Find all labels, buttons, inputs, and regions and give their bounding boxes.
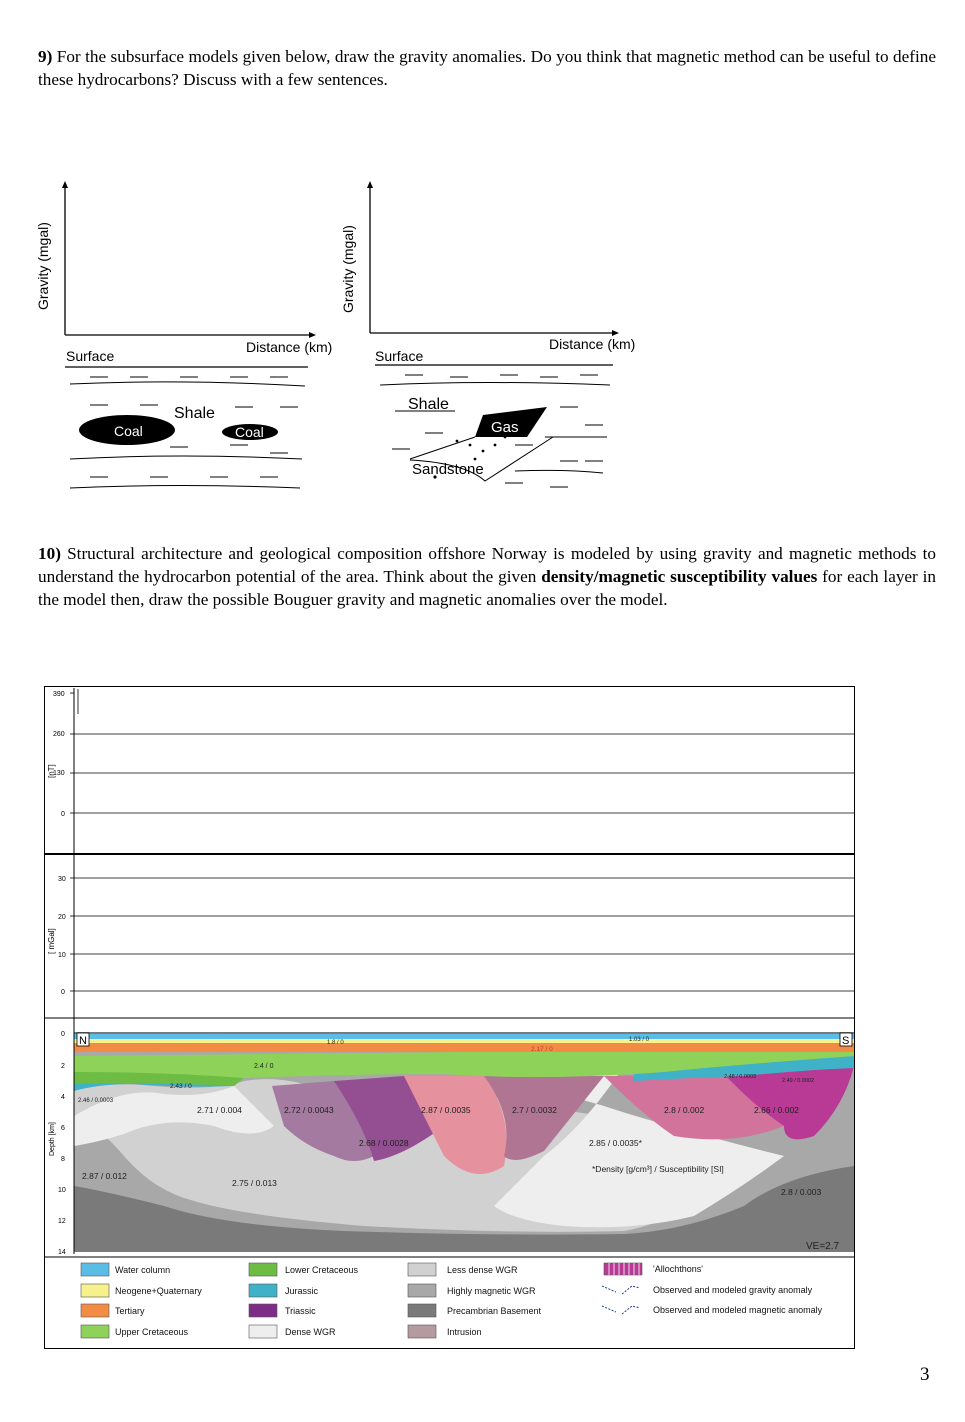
mag-tick-0: 0 <box>61 811 65 818</box>
value-jurassic-left: 2.46 / 0.0003 <box>78 1098 114 1104</box>
gravity-axis-label: [ mGal] <box>47 928 56 954</box>
question-10-text-a: Structural architecture and geological composition offshore Norway is modeled by using gravity and magnetic methods to understand the hydrocarbon potential of the area. Think about the given <box>38 544 936 586</box>
value-less-dense: 2.75 / 0.013 <box>232 1178 277 1188</box>
legend-magnetic-anomaly: Observed and modeled magnetic anomaly <box>653 1305 823 1315</box>
mag-tick-260: 260 <box>53 731 65 738</box>
legend-allochthons: 'Allochthons' <box>653 1264 703 1274</box>
question-9 <box>38 45 936 91</box>
question-9-text: For the subsurface models given below, draw the gravity anomalies. Do you think that magnetic method can be useful to define these hydrocarbons? Discuss with a few sentences. <box>38 47 936 89</box>
north-label: N <box>79 1035 87 1047</box>
value-triassic-center: 2.68 / 0.0028 <box>359 1138 409 1148</box>
depth-tick-0: 0 <box>61 1031 65 1038</box>
value-dense-left: 2.71 / 0.004 <box>197 1105 242 1115</box>
south-label: S <box>842 1035 850 1047</box>
shale-label-right: Shale <box>408 396 449 413</box>
legend-water-column: Water column <box>115 1265 171 1275</box>
shale-label-left: Shale <box>174 405 215 422</box>
legend-lower-cretaceous: Lower Cretaceous <box>285 1265 359 1275</box>
gravity-axis-label-right: Gravity (mgal) <box>340 225 356 313</box>
legend-intrusion: Intrusion <box>447 1327 482 1337</box>
legend-upper-cretaceous: Upper Cretaceous <box>115 1327 189 1337</box>
depth-tick-4: 4 <box>61 1094 65 1101</box>
question-10 <box>38 542 936 611</box>
question-9-number: 9) <box>38 47 53 66</box>
grav-tick-0: 0 <box>61 989 65 996</box>
legend-triassic: Triassic <box>285 1306 316 1316</box>
depth-tick-10: 10 <box>58 1187 66 1194</box>
question-10-bold: density/magnetic susceptibility values <box>541 567 818 586</box>
depth-tick-2: 2 <box>61 1063 65 1070</box>
distance-axis-label-left: Distance (km) <box>246 339 333 355</box>
value-allochthon: 2.66 / 0.002 <box>754 1105 799 1115</box>
value-tertiary: 2.17 / 0 <box>531 1046 553 1053</box>
gravity-axis-label-left: Gravity (mgal) <box>35 222 51 310</box>
coal-label-large: Coal <box>114 423 143 439</box>
model-right-gas <box>335 175 650 505</box>
model-left-coal <box>30 175 345 505</box>
value-lower-cretaceous: 2.43 / 0 <box>170 1083 192 1090</box>
value-water-b: 1.03 / 0 <box>629 1037 650 1043</box>
value-intrusion-3: 2.7 / 0.0032 <box>512 1105 557 1115</box>
grav-tick-10: 10 <box>58 952 66 959</box>
legend-tertiary: Tertiary <box>115 1306 145 1316</box>
page-number: 3 <box>920 1364 930 1385</box>
legend-precambrian-basement: Precambrian Basement <box>447 1306 542 1316</box>
density-note: *Density [g/cm³] / Susceptibility [SI] <box>592 1164 724 1174</box>
value-dense-wgr: 2.85 / 0.0035* <box>589 1138 642 1148</box>
value-jurassic-right-b: 2.49 / 0.0002 <box>782 1078 815 1084</box>
depth-tick-8: 8 <box>61 1156 65 1163</box>
value-water-a: 1.8 / 0 <box>327 1040 344 1046</box>
depth-tick-14: 14 <box>58 1249 66 1256</box>
magnetic-axis-label: [nT] <box>47 764 56 778</box>
value-magnetic-wgr: 2.87 / 0.012 <box>82 1171 127 1181</box>
value-upper-cretaceous: 2.4 / 0 <box>254 1063 274 1070</box>
legend-neogene: Neogene+Quaternary <box>115 1286 202 1296</box>
value-intrusion-1: 2.72 / 0.0043 <box>284 1105 334 1115</box>
depth-axis-label: Depth [km] <box>49 1122 56 1156</box>
grav-tick-30: 30 <box>58 876 66 883</box>
surface-label-left: Surface <box>66 348 115 364</box>
legend-dense-wgr: Dense WGR <box>285 1327 336 1337</box>
norway-model-figure <box>44 686 856 1350</box>
legend-jurassic: Jurassic <box>285 1286 319 1296</box>
mag-tick-130: 130 <box>53 770 65 777</box>
legend-highly-magnetic-wgr: Highly magnetic WGR <box>447 1286 536 1296</box>
coal-label-small: Coal <box>235 424 264 440</box>
legend-gravity-anomaly: Observed and modeled gravity anomaly <box>653 1285 813 1295</box>
question-10-number: 10) <box>38 544 61 563</box>
sandstone-label: Sandstone <box>412 461 484 478</box>
legend-less-dense-wgr: Less dense WGR <box>447 1265 518 1275</box>
grav-tick-20: 20 <box>58 914 66 921</box>
distance-axis-label-right: Distance (km) <box>549 336 636 352</box>
value-intrusion-2: 2.87 / 0.0035 <box>421 1105 471 1115</box>
mag-tick-390: 390 <box>53 691 65 698</box>
depth-tick-12: 12 <box>58 1218 66 1225</box>
surface-label-right: Surface <box>375 348 424 364</box>
question-10-text-b: for each layer in the model then, draw the possible Bouguer gravity and magnetic anomalies over the model. <box>38 567 936 609</box>
value-basement: 2.8 / 0.003 <box>781 1187 822 1197</box>
ve-label: VE=2.7 <box>806 1241 840 1252</box>
gas-label: Gas <box>491 419 519 436</box>
geological-section <box>74 1032 854 1252</box>
value-intrusion-4: 2.8 / 0.002 <box>664 1105 705 1115</box>
value-jurassic-right-a: 2.48 / 0.0003 <box>724 1074 757 1080</box>
depth-tick-6: 6 <box>61 1125 65 1132</box>
